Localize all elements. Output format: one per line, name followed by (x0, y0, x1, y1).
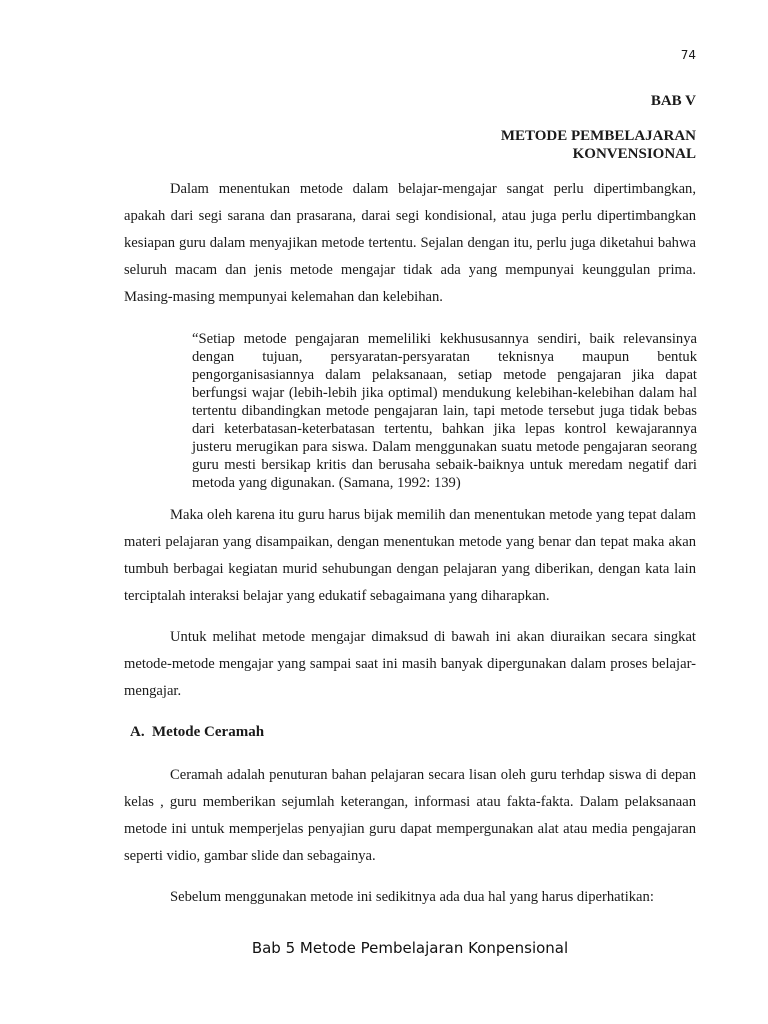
chapter-label: BAB V (650, 93, 696, 109)
section-heading (130, 724, 264, 741)
paragraph-choose-method: Maka oleh karena itu guru harus bijak memilih dan menentukan metode yang tepat dalam materi pelajaran yang disampaikan, dengan menentukan metode yang benar dan tepat maka akan tumbuh berbagai kegiatan murid sehubungan dengan pelajaran yang diberikan, dengan kata lain terciptalah interaksi belajar yang edukatif sebagaimana yang diharapkan. (124, 507, 696, 604)
paragraph-method-overview: Untuk melihat metode mengajar dimaksud di bawah ini akan diuraikan secara singkat metode-metode mengajar yang sampai saat ini masih banyak dipergunakan dalam proses belajar-mengajar. (124, 629, 696, 699)
chapter-title-line-2: KONVENSIONAL (572, 146, 696, 162)
paragraph-intro: Dalam menentukan metode dalam belajar-mengajar sangat perlu dipertimbangkan, apakah dari segi sarana dan prasarana, darai segi kondisional, atau juga perlu dipertimbangkan kesiapan guru dalam menyajikan metode tertentu. Sejalan dengan itu, perlu juga diketahui bahwa seluruh macam dan jenis metode mengajar tidak ada yang mempunyai keunggulan prima. Masing-masing mempunyai kelemahan dan kelebihan. (124, 181, 696, 305)
paragraph-ceramah-definition: Ceramah adalah penuturan bahan pelajaran secara lisan oleh guru terhdap siswa di depan kelas , guru memberikan sejumlah keterangan, informasi atau fakta-fakta. Dalam pelaksanaan metode ini untuk memperjelas penyajian guru dapat mempergunakan alat atau media pengajaran seperti vidio, gambar slide dan sebagainya. (124, 767, 696, 864)
page-number: 74 (680, 48, 696, 62)
block-quote: “Setiap metode pengajaran memeliliki kekhususannya sendiri, baik relevansinya dengan tujuan, persyaratan-persyaratan teknisnya maupun bentuk pengorganisasiannya dalam pelaksanaan, setiap metode pengajaran jika dapat berfungsi wajar (lebih-lebih jika optimal) mendukung kelebihan-kelebihan dalam hal tertentu dibandingkan metode pengajaran lain, tapi metode tersebut juga tidak bebas dari keterbatasan-keterbatasan tertentu, bahkan jika lepas kontrol kewajarannya justeru merugikan para siswa. Dalam menggunakan suatu metode pengajaran seorang guru mesti bersikap kritis dan berusaha sebaik-baiknya untuk meredam negatif dari metoda yang digunakan. (Samana, 1992: 139) (192, 331, 697, 491)
chapter-title-line-1: METODE PEMBELAJARAN (500, 128, 696, 144)
section-marker: A. (130, 724, 145, 740)
section-title: Metode Ceramah (152, 724, 265, 740)
page-footer: Bab 5 Metode Pembelajaran Konpensional (251, 939, 569, 957)
paragraph-before-using: Sebelum menggunakan metode ini sedikitnya ada dua hal yang harus diperhatikan: (170, 889, 654, 905)
chapter-title (376, 127, 696, 163)
